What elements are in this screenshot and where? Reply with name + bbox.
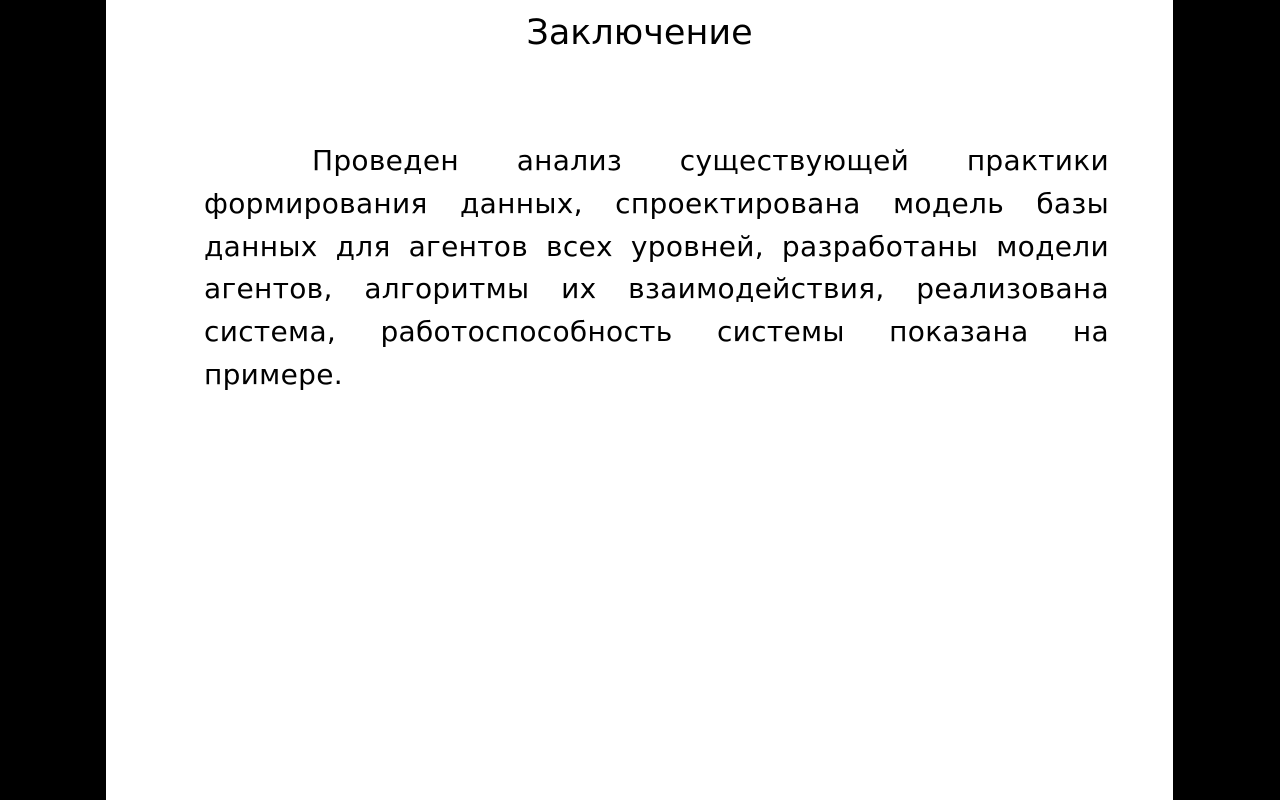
presentation-slide (106, 0, 1173, 800)
slide-title: Заключение (526, 13, 753, 53)
slide-body-text: Проведен анализ существующей практики формирования данных, спроектирована модель базы данных для агентов всех уровней, разработаны модели агентов, алгоритмы их взаимодействия, реализована система, работоспособность системы показана на примере. (204, 144, 1109, 391)
